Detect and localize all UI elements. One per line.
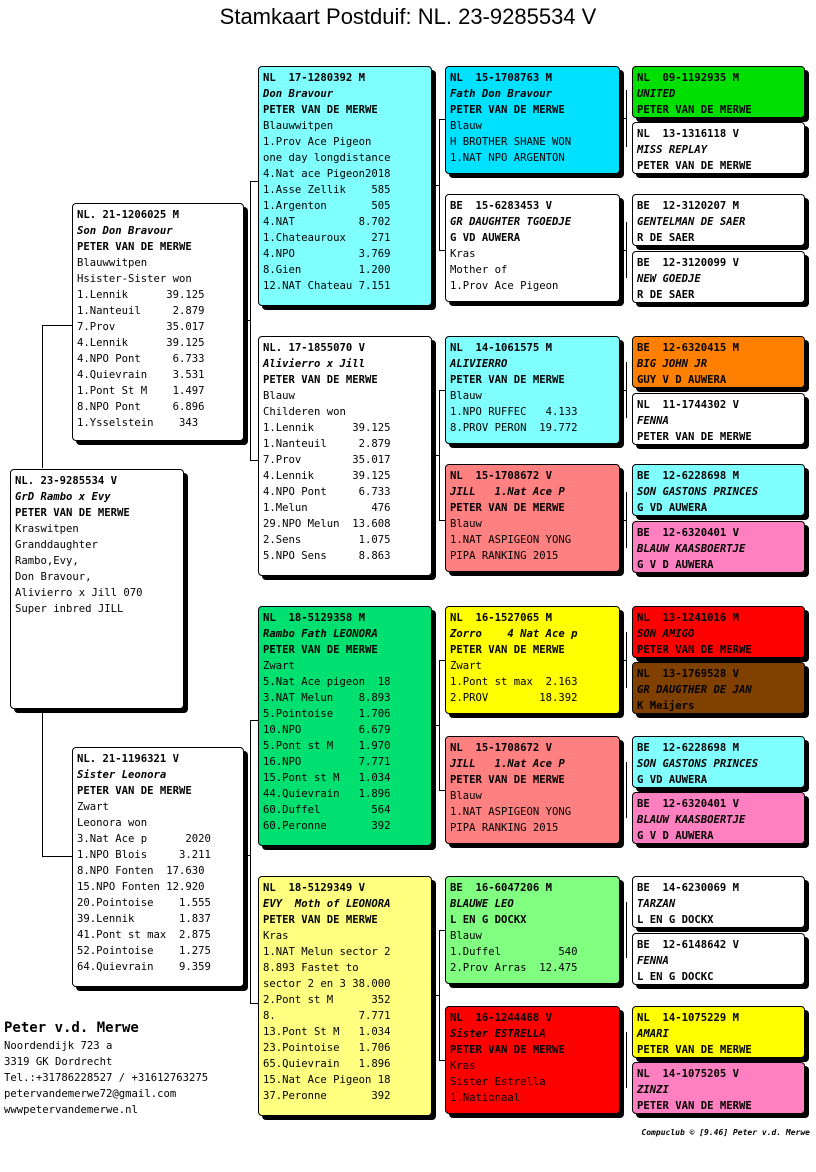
breeder-name: PETER VAN DE MERWE <box>263 914 378 926</box>
breeder-name: L EN G DOCKX <box>450 914 527 926</box>
pigeon-name: GR DAUGTHER DE JAN <box>637 684 752 696</box>
pigeon-card-gen5[interactable] <box>632 933 805 985</box>
pigeon-detail: 4.NPO 3.769 <box>263 248 391 260</box>
footer-credit: Compuclub © [9.46] Peter v.d. Merwe <box>641 1128 810 1137</box>
breeder-name: PETER VAN DE MERWE <box>263 374 378 386</box>
pigeon-name: NEW GOEDJE <box>637 273 701 285</box>
ring-number: NL 13-1769528 V <box>637 668 740 680</box>
pigeon-card-gen5[interactable] <box>632 393 805 445</box>
connector-line <box>620 390 626 391</box>
pigeon-detail: 8.PROV PERON 19.772 <box>450 422 578 434</box>
connector-line <box>432 995 439 996</box>
pigeon-detail: 1.Lennik 39.125 <box>77 289 205 301</box>
pigeon-card-gen5[interactable] <box>632 194 805 246</box>
pigeon-detail: 1.Prov Ace Pigeon <box>450 280 559 292</box>
ring-number: NL. 23-9285534 V <box>15 475 118 487</box>
pigeon-card-dam[interactable] <box>72 747 244 987</box>
pigeon-detail: 3.Nat Ace p 2020 <box>77 833 211 845</box>
breeder-name: PETER VAN DE MERWE <box>77 241 192 253</box>
pigeon-detail: 1.Lennik 39.125 <box>263 422 391 434</box>
connector-line <box>432 725 439 726</box>
pigeon-card-gen5[interactable] <box>632 1062 805 1114</box>
ring-number: NL 18-5129358 M <box>263 612 366 624</box>
pigeon-detail: 1.NAT Melun sector 2 <box>263 946 391 958</box>
connector-line <box>626 632 627 688</box>
connector-line <box>250 460 258 461</box>
pigeon-detail: 1.NAT ASPIGEON YONG <box>450 534 572 546</box>
connector-line <box>626 492 627 548</box>
pigeon-detail: 4.NPO Pont 6.733 <box>263 486 391 498</box>
pigeon-name: TARZAN <box>637 898 676 910</box>
pigeon-name: Zorro 4 Nat Ace p <box>450 628 578 640</box>
pigeon-detail: Rambo,Evy, <box>15 555 79 567</box>
pigeon-detail: 2.Sens 1.075 <box>263 534 391 546</box>
breeder-name: GUY V D AUWERA <box>637 374 727 386</box>
ring-number: NL 13-1241016 M <box>637 612 740 624</box>
owner-info <box>4 1018 208 1118</box>
ring-number: BE 12-6320401 V <box>637 527 740 539</box>
pigeon-card-gen5[interactable] <box>632 521 805 573</box>
pigeon-detail: 4.Lennik 39.125 <box>263 470 391 482</box>
pigeon-detail: Zwart <box>450 660 482 672</box>
pigeon-detail: Sister Estrella <box>450 1076 546 1088</box>
pigeon-detail: 20.Pointoise 1.555 <box>77 897 211 909</box>
pigeon-name: BIG JOHN JR <box>637 358 708 370</box>
pigeon-detail: Blauw <box>450 120 482 132</box>
breeder-name: PETER VAN DE MERWE <box>263 644 378 656</box>
pigeon-detail: 4.NPO Pont 6.733 <box>77 353 205 365</box>
pigeon-detail: 4.Quievrain 3.531 <box>77 369 205 381</box>
pigeon-name: SON GASTONS PRINCES <box>637 486 759 498</box>
pigeon-detail: Granddaughter <box>15 539 98 551</box>
connector-line <box>432 455 439 456</box>
pigeon-detail: one day longdistance <box>263 152 391 164</box>
pigeon-detail: Blauw <box>450 930 482 942</box>
ring-number: NL 14-1061575 M <box>450 342 553 354</box>
ring-number: NL 15-1708672 V <box>450 742 553 754</box>
connector-line <box>620 250 626 251</box>
pigeon-detail: 23.Pointoise 1.706 <box>263 1042 391 1054</box>
ring-number: BE 12-6320415 M <box>637 342 740 354</box>
breeder-name: PETER VAN DE MERWE <box>450 1044 565 1056</box>
pigeon-detail: Zwart <box>263 660 295 672</box>
pigeon-name: Rambo Fath LEONORA <box>263 628 378 640</box>
connector-line <box>42 325 43 468</box>
pigeon-card-ssd[interactable] <box>445 194 620 302</box>
pigeon-card-gen5[interactable] <box>632 606 805 658</box>
pigeon-detail: PIPA RANKING 2015 <box>450 822 559 834</box>
ring-number: NL 18-5129349 V <box>263 882 366 894</box>
pigeon-detail: 1.Melun 476 <box>263 502 391 514</box>
ring-number: NL. 21-1196321 V <box>77 753 180 765</box>
pigeon-name: FENNA <box>637 955 669 967</box>
pigeon-card-ddd[interactable] <box>445 1006 620 1114</box>
pigeon-detail: 8.Gien 1.200 <box>263 264 391 276</box>
ring-number: NL 17-1280392 M <box>263 72 366 84</box>
pigeon-name: Son Don Bravour <box>77 225 173 237</box>
ring-number: BE 14-6230069 M <box>637 882 740 894</box>
ring-number: BE 12-6228698 M <box>637 470 740 482</box>
breeder-name: PETER VAN DE MERWE <box>15 507 130 519</box>
pigeon-name: SON GASTONS PRINCES <box>637 758 759 770</box>
pigeon-detail: 8.893 Fastet to <box>263 962 359 974</box>
connector-line <box>250 1003 258 1004</box>
owner-city: 3319 GK Dordrecht <box>4 1056 113 1068</box>
owner-website[interactable]: wwwpetervandemerwe.nl <box>4 1104 138 1116</box>
pigeon-detail: 52.Pointoise 1.275 <box>77 945 211 957</box>
pigeon-detail: 1.NAT ASPIGEON YONG <box>450 806 572 818</box>
ring-number: NL. 17-1855070 V <box>263 342 366 354</box>
ring-number: NL 15-1708763 M <box>450 72 553 84</box>
pigeon-detail: 4.Nat ace Pigeon2018 <box>263 168 391 180</box>
pigeon-name: Don Bravour <box>263 88 334 100</box>
pigeon-detail: 5.NPO Sens 8.863 <box>263 550 391 562</box>
pigeon-card-gen5[interactable] <box>632 792 805 844</box>
connector-line <box>432 185 439 186</box>
ring-number: BE 12-6148642 V <box>637 939 740 951</box>
pigeon-detail: Don Bravour, <box>15 571 92 583</box>
pigeon-detail: 15.Nat Ace Pigeon 18 <box>263 1074 391 1086</box>
breeder-name: G V D AUWERA <box>637 559 714 571</box>
pigeon-detail: 12.NAT Chateau 7.151 <box>263 280 391 292</box>
pigeon-detail: 8. 7.771 <box>263 1010 391 1022</box>
pigeon-detail: sector 2 en 3 38.000 <box>263 978 391 990</box>
pigeon-name: JILL 1.Nat Ace P <box>450 758 565 770</box>
pigeon-detail: Alivierro x Jill 070 <box>15 587 143 599</box>
pigeon-detail: 1.Prov Ace Pigeon <box>263 136 372 148</box>
breeder-name: R DE SAER <box>637 289 695 301</box>
pigeon-detail: 1.Nanteuil 2.879 <box>77 305 205 317</box>
pigeon-detail: 65.Quievrain 1.896 <box>263 1058 391 1070</box>
breeder-name: PETER VAN DE MERWE <box>450 502 565 514</box>
connector-line <box>250 720 251 1003</box>
breeder-name: L EN G DOCKC <box>637 971 714 983</box>
pigeon-card-sire-dam[interactable] <box>258 336 432 576</box>
pigeon-detail: 1.NPO RUFFEC 4.133 <box>450 406 578 418</box>
pigeon-detail: 16.NPO 7.771 <box>263 756 391 768</box>
pigeon-card-dds[interactable] <box>445 876 620 984</box>
pigeon-detail: 60.Peronne 392 <box>263 820 391 832</box>
pigeon-detail: Kras <box>263 930 289 942</box>
pigeon-card-dss[interactable] <box>445 606 620 714</box>
pigeon-detail: 60.Duffel 564 <box>263 804 391 816</box>
pigeon-detail: 3.NAT Melun 8.893 <box>263 692 391 704</box>
breeder-name: PETER VAN DE MERWE <box>637 104 752 116</box>
pigeon-detail: Blauwwitpen <box>263 120 334 132</box>
pigeon-detail: 5.Nat Ace pigeon 18 <box>263 676 391 688</box>
connector-line <box>626 362 627 418</box>
breeder-name: PETER VAN DE MERWE <box>637 160 752 172</box>
pigeon-name: MISS REPLAY <box>637 144 708 156</box>
pigeon-name: GrD Rambo x Evy <box>15 491 111 503</box>
ring-number: NL 11-1744302 V <box>637 399 740 411</box>
pigeon-detail: 13.Pont St M 1.034 <box>263 1026 391 1038</box>
pigeon-name: EVY Moth of LEONORA <box>263 898 391 910</box>
pigeon-detail: 1.Duffel 540 <box>450 946 578 958</box>
pigeon-detail: 1.Chateauroux 271 <box>263 232 391 244</box>
breeder-name: PETER VAN DE MERWE <box>637 1044 752 1056</box>
owner-address: Noordendijk 723 a <box>4 1040 113 1052</box>
breeder-name: PETER VAN DE MERWE <box>450 644 565 656</box>
pigeon-detail: 39.Lennik 1.837 <box>77 913 211 925</box>
breeder-name: G VD AUWERA <box>637 502 708 514</box>
connector-line <box>626 902 627 958</box>
pigeon-detail: 64.Quievrain 9.359 <box>77 961 211 973</box>
breeder-name: L EN G DOCKX <box>637 914 714 926</box>
pigeon-detail: 7.Prov 35.017 <box>77 321 205 333</box>
pigeon-name: BLAUW KAASBOERTJE <box>637 814 746 826</box>
pigeon-detail: 1.Asse Zellik 585 <box>263 184 391 196</box>
pigeon-detail: 37.Peronne 392 <box>263 1090 391 1102</box>
pigeon-card-dam-sire[interactable] <box>258 606 432 846</box>
ring-number: NL 09-1192935 M <box>637 72 740 84</box>
pigeon-detail: 1.Nationaal <box>450 1092 521 1104</box>
pigeon-name: Alivierro x Jill <box>263 358 366 370</box>
ring-number: BE 12-3120207 M <box>637 200 740 212</box>
connector-line <box>42 325 72 326</box>
pigeon-card-self[interactable] <box>10 469 184 709</box>
ring-number: NL 13-1316118 V <box>637 128 740 140</box>
pigeon-detail: Zwart <box>77 801 109 813</box>
pigeon-detail: Leonora won <box>77 817 148 829</box>
breeder-name: PETER VAN DE MERWE <box>263 104 378 116</box>
pigeon-name: BLAUW KAASBOERTJE <box>637 543 746 555</box>
pigeon-detail: 2.Pont st M 352 <box>263 994 391 1006</box>
pigeon-card-sdd[interactable] <box>445 464 620 572</box>
connector-line <box>439 390 440 520</box>
pigeon-card-gen5[interactable] <box>632 662 805 714</box>
breeder-name: R DE SAER <box>637 232 695 244</box>
ring-number: BE 16-6047206 M <box>450 882 553 894</box>
pigeon-detail: 1.Nanteuil 2.879 <box>263 438 391 450</box>
connector-line <box>620 660 626 661</box>
ring-number: BE 12-6320401 V <box>637 798 740 810</box>
ring-number: BE 12-3120099 V <box>637 257 740 269</box>
pigeon-name: Fath Don Bravour <box>450 88 553 100</box>
pigeon-detail: Kras <box>450 248 476 260</box>
connector-line <box>42 856 72 857</box>
connector-line <box>250 720 258 721</box>
pigeon-detail: H BROTHER SHANE WON <box>450 136 572 148</box>
connector-line <box>439 119 440 250</box>
connector-line <box>620 118 626 119</box>
pigeon-detail: 2.PROV 18.392 <box>450 692 578 704</box>
ring-number: NL. 21-1206025 M <box>77 209 180 221</box>
connector-line <box>244 320 250 321</box>
connector-line <box>42 709 43 856</box>
pigeon-card-gen5[interactable] <box>632 122 805 174</box>
breeder-name: PETER VAN DE MERWE <box>77 785 192 797</box>
connector-line <box>626 1032 627 1088</box>
connector-line <box>626 222 627 278</box>
ring-number: NL 16-1527065 M <box>450 612 553 624</box>
pigeon-card-dsd[interactable] <box>445 736 620 844</box>
pigeon-detail: 44.Quievrain 1.896 <box>263 788 391 800</box>
ring-number: BE 12-6228698 M <box>637 742 740 754</box>
pigeon-detail: 1.NAT NPO ARGENTON <box>450 152 565 164</box>
pigeon-name: BLAUWE LEO <box>450 898 514 910</box>
pigeon-detail: 1.Argenton 505 <box>263 200 391 212</box>
pigeon-detail: PIPA RANKING 2015 <box>450 550 559 562</box>
pigeon-detail: 41.Pont st max 2.875 <box>77 929 211 941</box>
breeder-name: PETER VAN DE MERWE <box>637 1100 752 1112</box>
pigeon-name: AMARI <box>637 1028 669 1040</box>
pigeon-card-sire[interactable] <box>72 203 244 441</box>
pigeon-name: Sister ESTRELLA <box>450 1028 546 1040</box>
pigeon-name: FENNA <box>637 415 669 427</box>
pigeon-detail: Mother of <box>450 264 508 276</box>
pigeon-card-gen5[interactable] <box>632 66 805 118</box>
breeder-name: PETER VAN DE MERWE <box>637 431 752 443</box>
connector-line <box>626 762 627 818</box>
pigeon-detail: 1.Pont St M 1.497 <box>77 385 205 397</box>
pigeon-detail: Kraswitpen <box>15 523 79 535</box>
pigeon-detail: 4.Lennik 39.125 <box>77 337 205 349</box>
pigeon-card-sire-sire[interactable] <box>258 66 432 306</box>
pigeon-detail: 7.Prov 35.017 <box>263 454 391 466</box>
connector-line <box>244 855 250 856</box>
pigeon-name: ALIVIERRO <box>450 358 508 370</box>
page-title: Stamkaart Postduif: NL. 23-9285534 V <box>219 4 597 29</box>
pigeon-detail: 8.NPO Pont 6.896 <box>77 401 205 413</box>
pigeon-detail: 15.Pont st M 1.034 <box>263 772 391 784</box>
breeder-name: PETER VAN DE MERWE <box>450 374 565 386</box>
pigeon-detail: 15.NPO Fonten 12.920 <box>77 881 205 893</box>
pigeon-card-gen5[interactable] <box>632 464 805 516</box>
pigeon-detail: 5.Pointoise 1.706 <box>263 708 391 720</box>
connector-line <box>439 930 440 1060</box>
pigeon-detail: Blauwwitpen <box>77 257 148 269</box>
pigeon-detail: Blauw <box>450 790 482 802</box>
pigeon-detail: 8.NPO Fonten 17.630 <box>77 865 205 877</box>
pigeon-detail: 2.Prov Arras 12.475 <box>450 962 578 974</box>
pigeon-name: SON AMIGO <box>637 628 695 640</box>
pigeon-detail: 1.Ysselstein 343 <box>77 417 199 429</box>
pigeon-detail: 5.Pont st M 1.970 <box>263 740 391 752</box>
pigeon-card-sss[interactable] <box>445 66 620 174</box>
breeder-name: PETER VAN DE MERWE <box>450 774 565 786</box>
pigeon-name: GR DAUGHTER TGOEDJE <box>450 216 572 228</box>
pigeon-detail: Blauw <box>263 390 295 402</box>
owner-name: Peter v.d. Merwe <box>4 1020 139 1036</box>
breeder-name: G VD AUWERA <box>450 232 521 244</box>
breeder-name: G V D AUWERA <box>637 830 714 842</box>
pigeon-detail: 1.NPO Blois 3.211 <box>77 849 211 861</box>
pigeon-detail: 29.NPO Melun 13.608 <box>263 518 391 530</box>
pigeon-card-gen5[interactable] <box>632 1006 805 1058</box>
pigeon-card-gen5[interactable] <box>632 251 805 303</box>
connector-line <box>250 181 258 182</box>
pigeon-detail: Blauw <box>450 518 482 530</box>
pigeon-name: ZINZI <box>637 1084 669 1096</box>
pigeon-name: Sister Leonora <box>77 769 167 781</box>
ring-number: NL 16-1244468 V <box>450 1012 553 1024</box>
breeder-name: G VD AUWERA <box>637 774 708 786</box>
pigeon-card-gen5[interactable] <box>632 736 805 788</box>
owner-phone: Tel.:+31786228527 / +31612763275 <box>4 1072 209 1084</box>
breeder-name: PETER VAN DE MERWE <box>637 644 752 656</box>
pigeon-card-gen5[interactable] <box>632 336 805 388</box>
pigeon-detail: Kras <box>450 1060 476 1072</box>
connector-line <box>250 181 251 460</box>
pigeon-card-sds[interactable] <box>445 336 620 444</box>
pigeon-card-gen5[interactable] <box>632 876 805 928</box>
pigeon-name: UNITED <box>637 88 676 100</box>
connector-line <box>620 520 626 521</box>
ring-number: NL 15-1708672 V <box>450 470 553 482</box>
ring-number: NL 14-1075205 V <box>637 1068 740 1080</box>
pigeon-detail: 4.NAT 8.702 <box>263 216 391 228</box>
connector-line <box>439 660 440 790</box>
pigeon-card-dam-dam[interactable] <box>258 876 432 1116</box>
pigeon-detail: Blauw <box>450 390 482 402</box>
breeder-name: PETER VAN DE MERWE <box>450 104 565 116</box>
pigeon-detail: Hsister-Sister won <box>77 273 192 285</box>
pigeon-detail: Super inbred JILL <box>15 603 124 615</box>
ring-number: BE 15-6283453 V <box>450 200 553 212</box>
connector-line <box>626 90 627 147</box>
pigeon-detail: Childeren won <box>263 406 346 418</box>
breeder-name: K Meijers <box>637 700 695 712</box>
pigeon-name: JILL 1.Nat Ace P <box>450 486 565 498</box>
pigeon-detail: 1.Pont st max 2.163 <box>450 676 578 688</box>
pigeon-name: GENTELMAN DE SAER <box>637 216 746 228</box>
owner-email[interactable]: petervandemerwe72@gmail.com <box>4 1088 177 1100</box>
pigeon-detail: 10.NPO 6.679 <box>263 724 391 736</box>
ring-number: NL 14-1075229 M <box>637 1012 740 1024</box>
